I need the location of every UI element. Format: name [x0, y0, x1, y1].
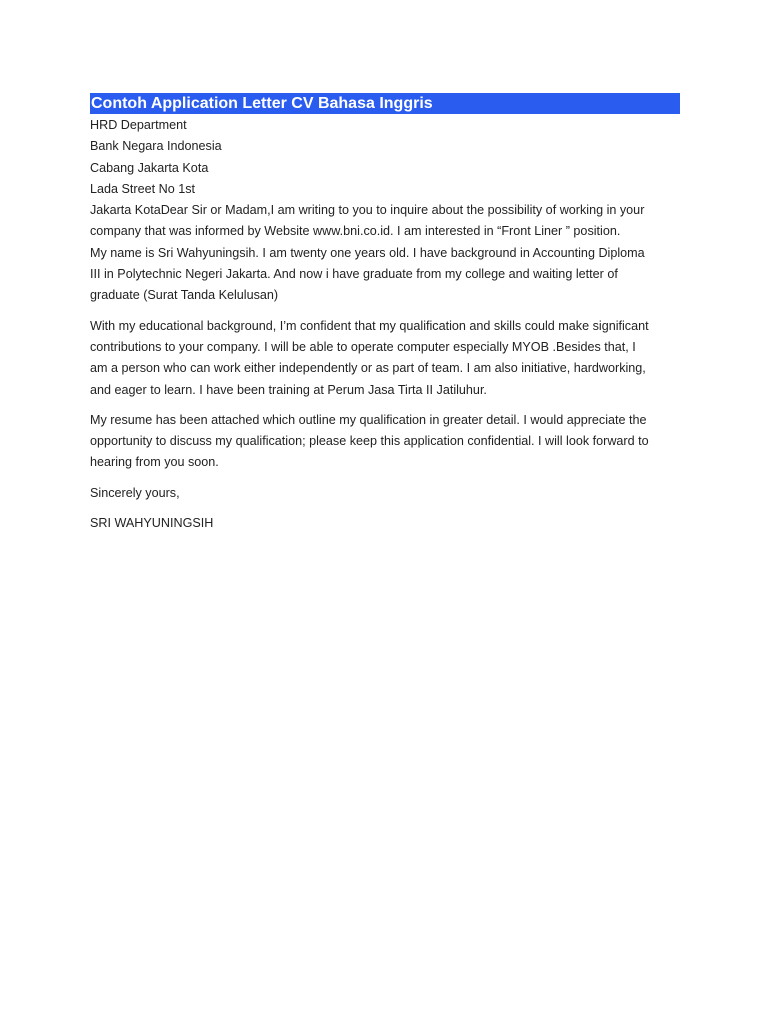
paragraph-line: graduate (Surat Tanda Kelulusan) — [90, 288, 279, 303]
letter-content — [90, 93, 680, 534]
signature-name: SRI WAHYUNINGSIH — [90, 516, 214, 531]
paragraph-resume — [90, 410, 680, 474]
address-line: HRD Department — [90, 118, 187, 132]
paragraph-line: and eager to learn. I have been training at Perum Jasa Tirta II Jatiluhur. — [90, 382, 487, 397]
paragraph-line: III in Polytechnic Negeri Jakarta. And now i have graduate from my college and waiting letter of — [90, 267, 618, 282]
paragraph-line: Jakarta KotaDear Sir or Madam,I am writing to you to inquire about the possibility of working in your — [90, 203, 645, 218]
paragraph-line: opportunity to discuss my qualification; please keep this application confidential. I will look forward to — [90, 434, 649, 449]
paragraph-line: company that was informed by Website www.bni.co.id. I am interested in “Front Liner ” position. — [90, 224, 621, 239]
paragraph-line: contributions to your company. I will be able to operate computer especially MYOB .Besides that, I — [90, 339, 636, 354]
address-line: Cabang Jakarta Kota — [90, 160, 209, 175]
paragraph-introduction — [90, 200, 680, 306]
paragraph-line: My resume has been attached which outline my qualification in greater detail. I would appreciate the — [90, 412, 647, 427]
paragraph-line: My name is Sri Wahyuningsih. I am twenty one years old. I have background in Accounting Diploma — [90, 245, 645, 260]
closing-salutation: Sincerely yours, — [90, 485, 180, 500]
paragraph-line: With my educational background, I’m confident that my qualification and skills could make significant — [90, 318, 649, 333]
paragraph-background — [90, 316, 680, 401]
paragraph-line: hearing from you soon. — [90, 455, 219, 470]
address-line: Lada Street No 1st — [90, 181, 196, 196]
document-title: Contoh Application Letter CV Bahasa Inggris — [90, 93, 680, 114]
paragraph-line: am a person who can work either independently or as part of team. I am also initiative, hardworking, — [90, 361, 646, 376]
recipient-address — [90, 115, 680, 200]
address-line: Bank Negara Indonesia — [90, 139, 222, 154]
